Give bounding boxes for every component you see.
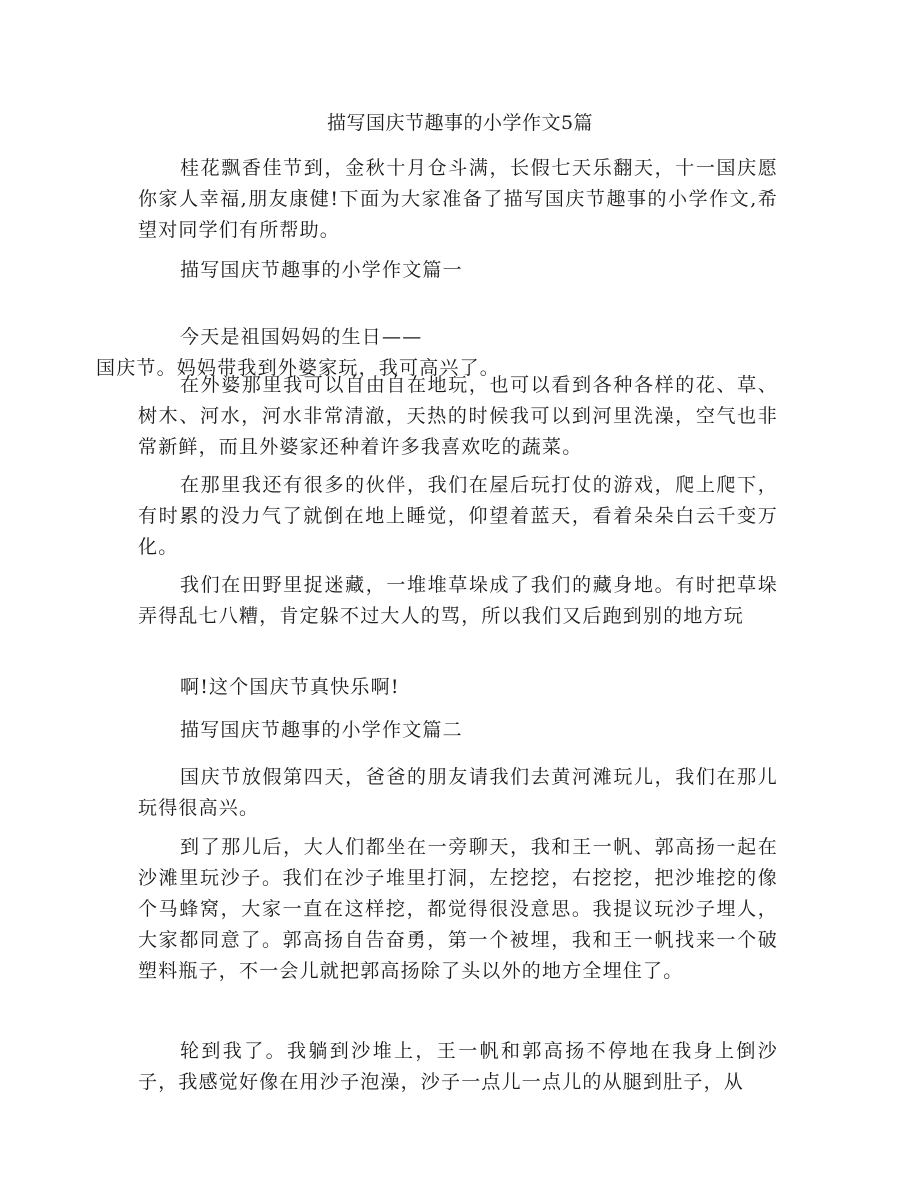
paragraph-7: 到了那儿后，大人们都坐在一旁聊天，我和王一帆、郭高扬一起在沙滩里玩沙子。我们在沙子堆里打洞，左挖挖，右挖挖，把沙堆挖的像个马蜂窝，大家一直在这样挖，都觉得很没意思。我提议玩沙子埋人，大家都同意了。郭高扬自告奋勇，第一个被埋，我和王一帆找来一个破塑料瓶子，不一会儿就把郭高扬除了头以外的地方全埋住了。 xyxy=(138,836,778,982)
document-title: 描写国庆节趣事的小学作文5篇 xyxy=(326,112,594,134)
section-heading-2: 描写国庆节趣事的小学作文篇二 xyxy=(180,719,463,741)
paragraph-5: 啊!这个国庆节真快乐啊! xyxy=(180,676,400,698)
paragraph-8: 轮到我了。我躺到沙堆上，王一帆和郭高扬不停地在我身上倒沙子，我感觉好像在用沙子泡澡，沙子一点儿一点儿的从腿到肚子，从 xyxy=(138,1040,778,1093)
paragraph-4: 我们在田野里捉迷藏，一堆堆草垛成了我们的藏身地。有时把草垛弄得乱七八糟，肯定躲不过大人的骂，所以我们又后跑到别的地方玩 xyxy=(138,574,778,627)
paragraph-3: 在那里我还有很多的伙伴，我们在屋后玩打仗的游戏，爬上爬下，有时累的没力气了就倒在地上睡觉，仰望着蓝天，看着朵朵白云千变万化。 xyxy=(138,474,778,558)
paragraph-6: 国庆节放假第四天，爸爸的朋友请我们去黄河滩玩儿，我们在那儿玩得很高兴。 xyxy=(138,766,778,819)
section-heading-1: 描写国庆节趣事的小学作文篇一 xyxy=(180,259,463,281)
paragraph-2: 在外婆那里我可以自由自在地玩，也可以看到各种各样的花、草、树木、河水，河水非常清澈，天热的时候我可以到河里洗澡，空气也非常新鲜，而且外婆家还种着许多我喜欢吃的蔬菜。 xyxy=(138,374,778,458)
paragraph-1-line-1: 今天是祖国妈妈的生日—— xyxy=(180,326,423,348)
paragraph-1-line-2: 国庆节。妈妈带我到外婆家玩，我可高兴了。 xyxy=(96,357,501,379)
intro-paragraph: 桂花飘香佳节到，金秋十月仓斗满，长假七天乐翻天，十一国庆愿你家人幸福,朋友康健!下面为大家准备了描写国庆节趣事的小学作文,希望对同学们有所帮助。 xyxy=(138,157,778,241)
